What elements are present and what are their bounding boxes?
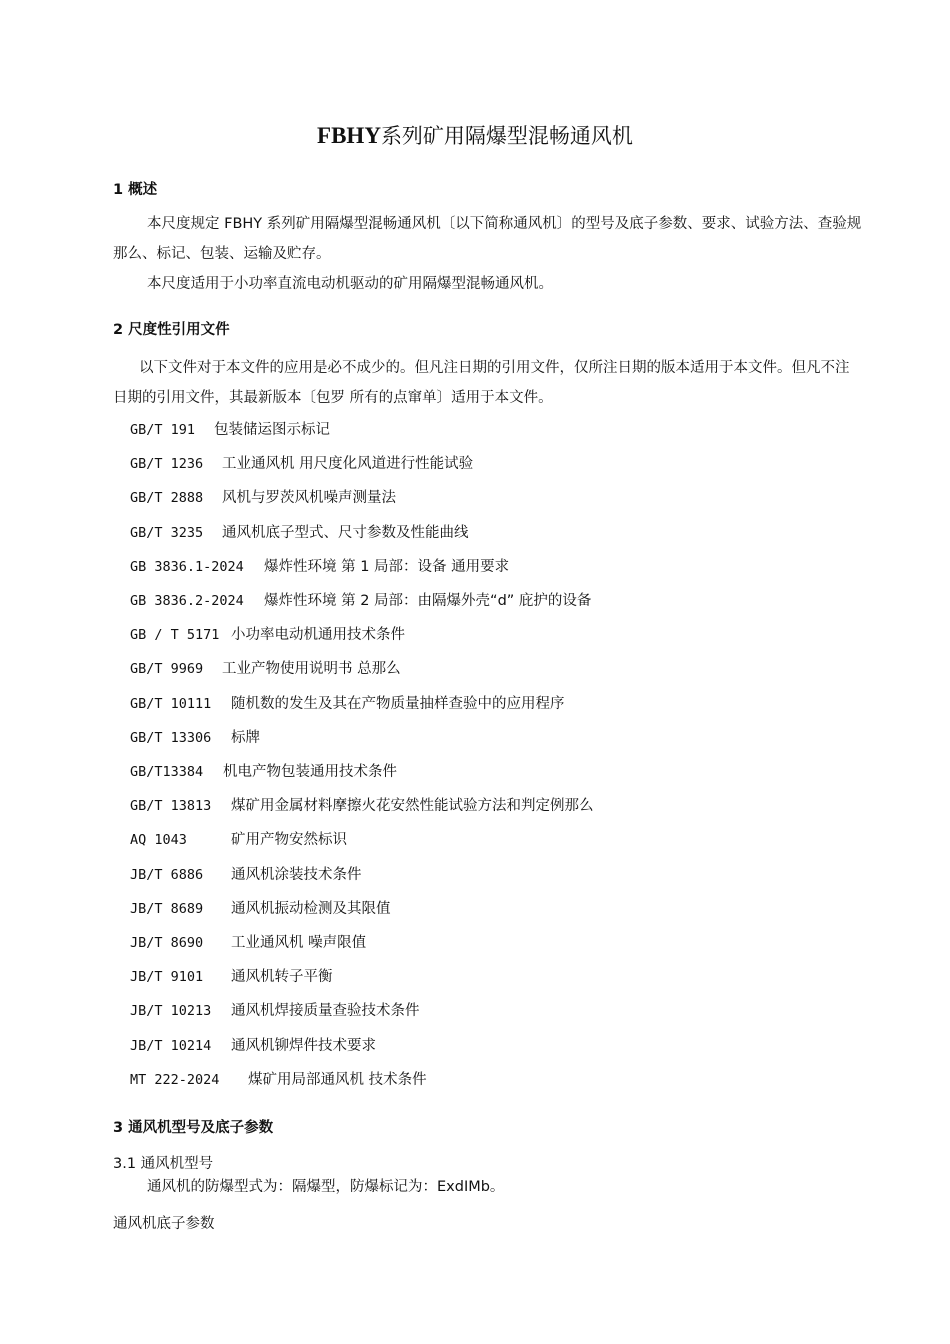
reference-item (130, 692, 565, 713)
reference-item (130, 521, 469, 542)
reference-item (130, 863, 362, 884)
reference-title: 煤矿用金属材料摩擦火花安然性能试验方法和判定例那么 (231, 798, 594, 815)
reference-code: AQ 1043 (130, 832, 187, 849)
reference-code: GB/T 2888 (130, 490, 204, 507)
reference-title: 机电产物包装通用技术条件 (223, 764, 397, 780)
reference-item (130, 418, 330, 439)
reference-item (130, 999, 420, 1020)
reference-item (130, 589, 591, 610)
reference-item (130, 965, 333, 986)
reference-item (130, 828, 347, 849)
reference-code: MT 222-2024 (130, 1071, 220, 1088)
reference-title: 通风机振动检测及其限值 (231, 900, 391, 917)
reference-item (130, 486, 396, 507)
reference-item (130, 726, 260, 747)
reference-code: GB/T 1236 (130, 456, 204, 473)
reference-code: GB/T 9969 (130, 661, 204, 678)
reference-item (130, 657, 401, 678)
reference-title: 爆炸性环境 第 1 局部：设备 通用要求 (264, 558, 510, 575)
reference-item (130, 897, 391, 918)
reference-code: GB 3836.2-2024 (130, 593, 244, 609)
reference-code: JB/T 9101 (130, 969, 204, 986)
reference-title: 通风机铆焊件技术要求 (231, 1037, 376, 1054)
reference-code: GB/T13384 (130, 764, 204, 780)
reference-title: 包装储运图示标记 (214, 422, 330, 438)
reference-code: JB/T 10214 (130, 1037, 212, 1054)
reference-title: 通风机底子型式、尺寸参数及性能曲线 (222, 524, 469, 541)
reference-item (130, 760, 397, 781)
reference-item (130, 555, 509, 576)
reference-item (130, 931, 366, 952)
section-3-heading: 3 通风机型号及底子参数 (113, 1120, 274, 1136)
document-title (0, 120, 950, 150)
section-2-paragraph-1: 以下文件对于本文件的应用是必不成少的。但凡注日期的引用文件，仅所注日期的版本适用于本文件。但凡不注日期的引用文件，其最新版本〔包罗 所有的点窜单〕适用于本文件。 (113, 360, 850, 406)
title-name: 系列矿用隔爆型混畅通风机 (380, 124, 633, 148)
reference-code: JB/T 6886 (130, 866, 204, 883)
reference-title: 通风机焊接质量查验技术条件 (231, 1003, 420, 1020)
reference-code: GB/T 13306 (130, 729, 212, 746)
section-1-heading: 1 概述 (113, 182, 158, 198)
reference-code: GB 3836.1-2024 (130, 558, 244, 575)
reference-code: JB/T 8690 (130, 935, 204, 951)
section-1-paragraph-2: 本尺度适用于小功率直流电动机驱动的矿用隔爆型混畅通风机。 (147, 276, 553, 292)
reference-title: 矿用产物安然标识 (231, 832, 347, 849)
reference-title: 工业通风机 用尺度化风道进行性能试验 (222, 456, 474, 473)
reference-title: 小功率电动机通用技术条件 (231, 627, 405, 644)
reference-code: GB/T 10111 (130, 695, 212, 712)
reference-code: JB/T 8689 (130, 900, 204, 917)
reference-title: 风机与罗茨风机噪声测量法 (222, 490, 396, 507)
section-2-heading: 2 尺度性引用文件 (113, 322, 230, 338)
section-3-1-text: 通风机的防爆型式为：隔爆型，防爆标记为：ExdIMb。 (147, 1179, 505, 1195)
reference-item (130, 794, 594, 815)
reference-title: 随机数的发生及其在产物质量抽样查验中的应用程序 (231, 695, 565, 712)
reference-code: GB / T 5171 (130, 627, 220, 644)
reference-code: JB/T 10213 (130, 1003, 212, 1020)
reference-item (130, 1068, 427, 1089)
reference-code: GB/T 3235 (130, 524, 204, 541)
reference-code: GB/T 13813 (130, 798, 212, 815)
section-3-2-heading: 通风机底子参数 (113, 1216, 215, 1232)
section-3-1-heading: 3.1 通风机型号 (113, 1156, 214, 1172)
reference-item (130, 623, 405, 644)
reference-title: 煤矿用局部通风机 技术条件 (248, 1071, 427, 1088)
reference-title: 通风机转子平衡 (231, 969, 333, 986)
title-model: FBHY (317, 123, 381, 148)
reference-title: 工业通风机 噪声限值 (231, 935, 367, 951)
reference-title: 通风机涂装技术条件 (231, 866, 362, 883)
reference-item (130, 452, 473, 473)
reference-item (130, 1034, 376, 1055)
section-1-paragraph-1: 本尺度规定 FBHY 系列矿用隔爆型混畅通风机〔以下简称通风机〕的型号及底子参数、要求、试验方法、查验规那么、标记、包装、运输及贮存。 (113, 216, 862, 262)
reference-title: 标牌 (231, 729, 260, 746)
reference-code: GB/T 191 (130, 422, 196, 438)
reference-title: 工业产物使用说明书 总那么 (222, 661, 401, 678)
reference-title: 爆炸性环境 第 2 局部：由隔爆外壳“d” 庇护的设备 (264, 593, 592, 609)
